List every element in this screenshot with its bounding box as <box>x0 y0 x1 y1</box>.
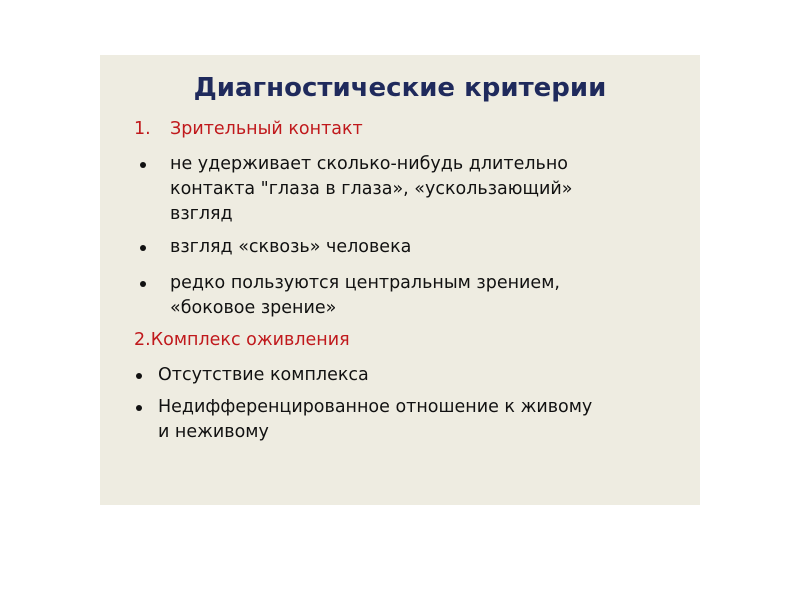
bullet-dot <box>140 281 146 287</box>
section2-bullet2-line2: и неживому <box>158 422 269 442</box>
section1-number: 1. <box>134 119 151 139</box>
bullet-dot <box>140 245 146 251</box>
slide <box>100 55 700 505</box>
section1-bullet3-line1: редко пользуются центральным зрением, <box>170 273 560 293</box>
section2-heading: 2.Комплекс оживления <box>134 330 350 350</box>
section1-heading: Зрительный контакт <box>170 119 363 139</box>
section1-bullet1-line3: взгляд <box>170 204 233 224</box>
section1-bullet1-line1: не удерживает сколько-нибудь длительно <box>170 154 568 174</box>
section1-bullet1-line2: контакта "глаза в глаза», «ускользающий» <box>170 179 573 199</box>
section2-bullet1-line1: Отсутствие комплекса <box>158 365 369 385</box>
bullet-dot <box>136 373 142 379</box>
section1-bullet2-line1: взгляд «сквозь» человека <box>170 237 412 257</box>
slide-title: Диагностические критерии <box>193 73 607 103</box>
section2-bullet2-line1: Недифференцированное отношение к живому <box>158 397 593 417</box>
bullet-dot <box>140 162 146 168</box>
bullet-dot <box>136 405 142 411</box>
section1-bullet3-line2: «боковое зрение» <box>170 298 337 318</box>
